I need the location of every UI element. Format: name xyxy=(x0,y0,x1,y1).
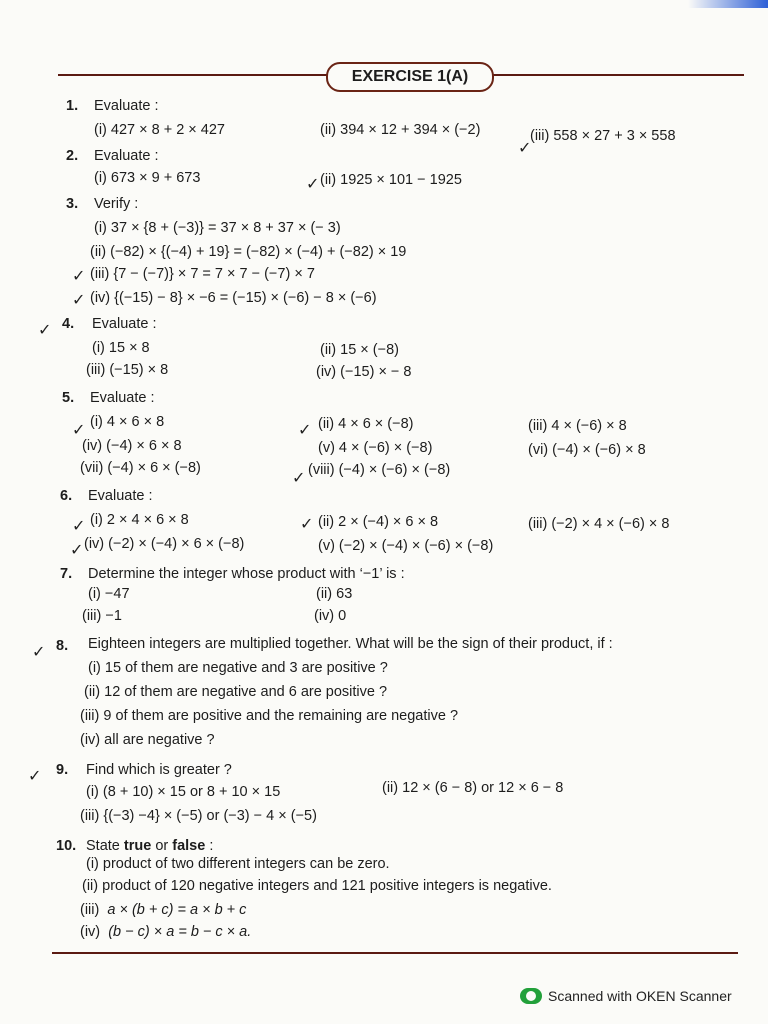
q3-number: 3. xyxy=(66,196,79,212)
q4-number: 4. xyxy=(62,316,75,332)
q7-part-i: (i) −47 xyxy=(88,586,130,602)
tick-mark: ✓ xyxy=(72,292,86,309)
scanner-text: Scanned with OKEN Scanner xyxy=(548,988,732,1004)
q8-part-iv: (iv) all are negative ? xyxy=(80,732,215,748)
q9-title: Find which is greater ? xyxy=(86,762,232,778)
q6-part-iv: (iv) (−2) × (−4) × 6 × (−8) xyxy=(84,536,245,552)
q10-part-i: (i) product of two different integers can be zero. xyxy=(86,856,390,872)
q2-number: 2. xyxy=(66,148,79,164)
q5-title: Evaluate : xyxy=(90,390,155,406)
q4-part-ii: (ii) 15 × (−8) xyxy=(320,342,399,358)
q6-part-iii: (iii) (−2) × 4 × (−6) × 8 xyxy=(528,516,670,532)
q10-part-ii: (ii) product of 120 negative integers and 121 positive integers is negative. xyxy=(82,878,552,894)
q10-part-iv: (iv) (b − c) × a = b − c × a. xyxy=(80,924,252,940)
tick-mark: ✓ xyxy=(70,542,84,559)
q10-part-iii: (iii) a × (b + c) = a × b + c xyxy=(80,902,247,918)
q5-part-ii: (ii) 4 × 6 × (−8) xyxy=(318,416,414,432)
q9-part-i: (i) (8 + 10) × 15 or 8 + 10 × 15 xyxy=(86,784,281,800)
q2-part-ii: (ii) 1925 × 101 − 1925 xyxy=(320,172,462,188)
q5-part-vii: (vii) (−4) × 6 × (−8) xyxy=(80,460,201,476)
q6-part-v: (v) (−2) × (−4) × (−6) × (−8) xyxy=(318,538,494,554)
scanner-logo-icon xyxy=(520,988,542,1004)
tick-mark: ✓ xyxy=(28,768,42,785)
q3-part-iv: (iv) {(−15) − 8} × −6 = (−15) × (−6) − 8 × (−6) xyxy=(90,290,377,306)
tick-mark: ✓ xyxy=(292,470,306,487)
q1-part-i: (i) 427 × 8 + 2 × 427 xyxy=(94,122,225,138)
q8-number: 8. xyxy=(56,638,69,654)
q4-part-iii: (iii) (−15) × 8 xyxy=(86,362,169,378)
q5-part-iii: (iii) 4 × (−6) × 8 xyxy=(528,418,627,434)
q3-part-iii: (iii) {7 − (−7)} × 7 = 7 × 7 − (−7) × 7 xyxy=(90,266,315,282)
q4-part-i: (i) 15 × 8 xyxy=(92,340,150,356)
q3-title: Verify : xyxy=(94,196,139,212)
q2-part-i: (i) 673 × 9 + 673 xyxy=(94,170,201,186)
q6-part-i: (i) 2 × 4 × 6 × 8 xyxy=(90,512,189,528)
q10-title: State true or false : xyxy=(86,838,214,854)
tick-mark: ✓ xyxy=(38,322,52,339)
q1-number: 1. xyxy=(66,98,79,114)
tick-mark: ✓ xyxy=(72,268,86,285)
q8-part-ii: (ii) 12 of them are negative and 6 are positive ? xyxy=(84,684,388,700)
q7-part-iii: (iii) −1 xyxy=(82,608,122,624)
q7-title: Determine the integer whose product with ‘−1’ is : xyxy=(88,566,405,582)
q6-number: 6. xyxy=(60,488,73,504)
q7-part-iv: (iv) 0 xyxy=(314,608,347,624)
q4-title: Evaluate : xyxy=(92,316,157,332)
q7-number: 7. xyxy=(60,566,73,582)
q5-part-vi: (vi) (−4) × (−6) × 8 xyxy=(528,442,646,458)
q1-part-ii: (ii) 394 × 12 + 394 × (−2) xyxy=(320,122,481,138)
tick-mark: ✓ xyxy=(32,644,46,661)
q5-part-v: (v) 4 × (−6) × (−8) xyxy=(318,440,433,456)
q5-part-i: (i) 4 × 6 × 8 xyxy=(90,414,165,430)
scanner-watermark xyxy=(520,988,732,1004)
tick-mark: ✓ xyxy=(306,176,320,193)
tick-mark: ✓ xyxy=(298,422,312,439)
tick-mark: ✓ xyxy=(72,518,86,535)
corner-decoration xyxy=(688,0,768,8)
q2-title: Evaluate : xyxy=(94,148,159,164)
q3-part-i: (i) 37 × {8 + (−3)} = 37 × 8 + 37 × (− 3) xyxy=(94,220,341,236)
exercise-title: EXERCISE 1(A) xyxy=(326,62,494,92)
q1-title: Evaluate : xyxy=(94,98,159,114)
q8-part-i: (i) 15 of them are negative and 3 are positive ? xyxy=(88,660,388,676)
tick-mark: ✓ xyxy=(518,140,532,157)
q5-number: 5. xyxy=(62,390,75,406)
q8-title: Eighteen integers are multiplied together. What will be the sign of their product, if : xyxy=(88,636,613,652)
q4-part-iv: (iv) (−15) × − 8 xyxy=(316,364,412,380)
footer-rule xyxy=(52,952,738,954)
q1-part-iii: (iii) 558 × 27 + 3 × 558 xyxy=(530,128,676,144)
q8-part-iii: (iii) 9 of them are positive and the remaining are negative ? xyxy=(80,708,459,724)
q5-part-viii: (viii) (−4) × (−6) × (−8) xyxy=(308,462,451,478)
q3-part-ii: (ii) (−82) × {(−4) + 19} = (−82) × (−4) + (−82) × 19 xyxy=(90,244,407,260)
q6-title: Evaluate : xyxy=(88,488,153,504)
q10-number: 10. xyxy=(56,838,77,854)
tick-mark: ✓ xyxy=(72,422,86,439)
q5-part-iv: (iv) (−4) × 6 × 8 xyxy=(82,438,182,454)
q9-part-iii: (iii) {(−3) −4} × (−5) or (−3) − 4 × (−5) xyxy=(80,808,317,824)
tick-mark: ✓ xyxy=(300,516,314,533)
q9-part-ii: (ii) 12 × (6 − 8) or 12 × 6 − 8 xyxy=(382,780,564,796)
q7-part-ii: (ii) 63 xyxy=(316,586,353,602)
q6-part-ii: (ii) 2 × (−4) × 6 × 8 xyxy=(318,514,439,530)
q9-number: 9. xyxy=(56,762,69,778)
